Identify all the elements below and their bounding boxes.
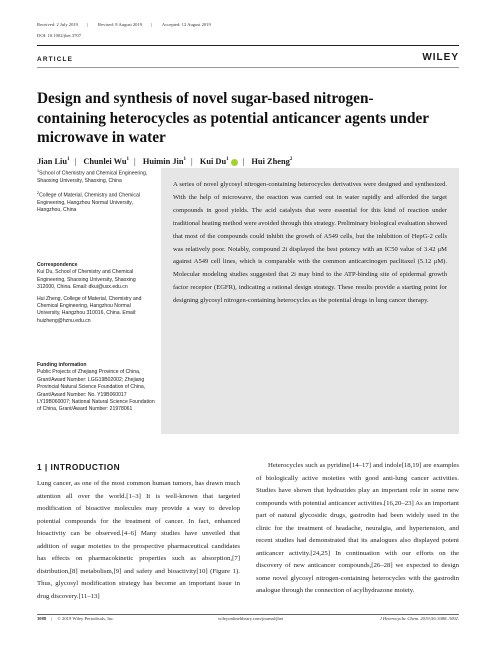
author-affiliation: 2 [289,157,293,163]
intro-column-left: Lung cancer, as one of the most common human tumors, has drawn much attention all over the world.[1–3] It is well-known that targeted modification of bioactive molecules may provide a way to develop potential compounds for the treatment of cancer. In fact, enhanced bioactivity can be observed.[4–6] Many studies have unveiled that addition of sugar moieties to the prospective pharmaceutical candidates has effects on pharmacokinetic properties such as absorption,[7] distribution,[8] metabolism,[9] and safety and bioactivity[10] (Figure 1). Thus, glycosyl modification strategy has become an important issue in drug discovery.[11–13] [37,480,240,600]
publisher-logo: WILEY [422,52,459,63]
copyright: © 2019 Wiley Periodicals, Inc. [57,616,115,621]
author-affiliation: 1 [67,157,70,163]
correspondence-heading: Correspondence [37,262,78,268]
affiliation-text: College of Material, Chemistry and Chemical Engineering, Hangzhou Normal University, Hangzhou, China [37,192,140,213]
affiliation-number: 1 [37,169,40,173]
received-date: Received: 2 July 2019 [37,22,78,27]
author-name[interactable]: Chunlei Wu [83,157,127,166]
funding-text: Public Projects of Zhejiang Province of China, Grant/Award Number: LGG19B02002; Zhejiang Provincial Natural Science Foundation of China, Grant/Award Number: No. Y19B060017 LY19B060007; National Natural Science Foundation of China, Grant/Award Number: 21978061 [37,369,155,413]
author-separator: | [134,157,136,166]
author-list [37,157,292,166]
doi[interactable]: DOI: 10.1002/jhet.3707 [37,33,82,38]
abstract-text: A series of novel glycosyl nitrogen-containing heterocycles derivatives were designed and synthesized. With the help of microwave, the reaction was carried out in water rapidly and afforded the target compounds in good yields. The acid catalysts that were essential for this kind of reaction under traditional heating method were avoided through this strategy. Preliminary biological evaluation showed that most of the compounds could inhibit the growth of A549 cells, but the inhibition of HepG-2 cells was relatively poor. Notably, compound 2i displayed the best potency with an IC50 value of 3.42 μM against A549 cell lines, which is comparable with the common anticarcinogen paclitaxel (5.12 μM). Molecular modeling studies suggested that 2i may bind to the ATP-binding site of epidermal growth factor receptor (EGFR), indicating a rational design strategy. These results provide a starting point for designing glycosyl nitrogen-containing heterocycles as the potential drugs in lung cancer therapy. [173,181,447,305]
affiliation [37,168,155,186]
author-name[interactable]: Jian Liu [37,157,68,166]
affiliation [37,190,155,215]
author-affiliation: 1 [226,157,229,163]
footer-left [37,616,114,621]
orcid-icon[interactable] [231,159,238,166]
correspondence-entry: Kui Du, School of Chemistry and Chemical Engineering, Shaoxing University, Shaoxing 312000, China. Email: dkui@usx.edu.cn [37,269,136,291]
journal-url[interactable]: wileyonlinelibrary.com/journal/jhet [218,616,284,621]
paper-title: Design and synthesis of novel sugar-based nitrogen-containing heterocycles as potential anticancer agents under microwave in water [37,90,429,146]
author-affiliation: 1 [183,157,187,163]
revised-date: Revised: 8 August 2019 [98,22,143,27]
funding-block [37,362,155,418]
header-rule [37,45,459,46]
accepted-date: Accepted: 12 August 2019 [161,22,211,27]
article-type: ARTICLE [37,56,74,63]
author-separator: | [74,157,77,166]
funding-heading: Funding information [37,362,87,368]
intro-column-right: Heterocycles such as pyridine[14–17] and indole[18,19] are examples of biologically active moieties with good anti-lung cancer activities. Studies have shown that hydrazides play an important role in some new compounds with potential anticancer activities.[16,20–23] As an important part of natural glycosidic drugs, gastrodin had been widely used in the clinic for the treatment of headache, neuralgia, and hypertension, and recent studies had demonstrated that its analogues also displayed potent anticancer activity.[24,25] In continuation with our efforts on the discovery of new anticancer compounds,[26–28] we expected to design some novel glycosyl nitrogen-containing heterocycles with the gastrodin analogue through the connection of acylhydrazone moiety. [256,462,459,594]
article-dates [37,22,220,27]
correspondence-block [37,262,155,329]
abstract-box [161,168,459,434]
author-name[interactable]: Hui Zheng [251,157,290,166]
author-name[interactable]: Kui Du [199,157,227,166]
page-number: 3088 [37,616,47,621]
date-divider: | [151,22,152,27]
footer-divider: | [51,616,53,621]
section-heading: 1 | INTRODUCTION [37,462,121,472]
journal-citation: J Heterocyclic Chem. 2019;56:3088–3092. [379,616,459,621]
affiliation-text: School of Chemistry and Chemical Engineering, Shaoxing University, Shaoxing, China [37,170,148,185]
header-rule-thin [37,67,459,68]
author-affiliation: 1 [126,157,130,163]
correspondence-entry: Hui Zheng, College of Material, Chemistry and Chemical Engineering, Hangzhou Normal University, Hangzhou 310016, China. Email: huizheng@hznu.edu.cn [37,295,142,324]
date-divider: | [86,22,88,27]
footer-rule [37,614,459,615]
author-separator: | [242,157,245,166]
affiliations-block [37,168,155,218]
author-name[interactable]: Huimin Jin [142,157,184,166]
author-separator: | [191,157,193,166]
affiliation-number: 2 [37,190,40,195]
